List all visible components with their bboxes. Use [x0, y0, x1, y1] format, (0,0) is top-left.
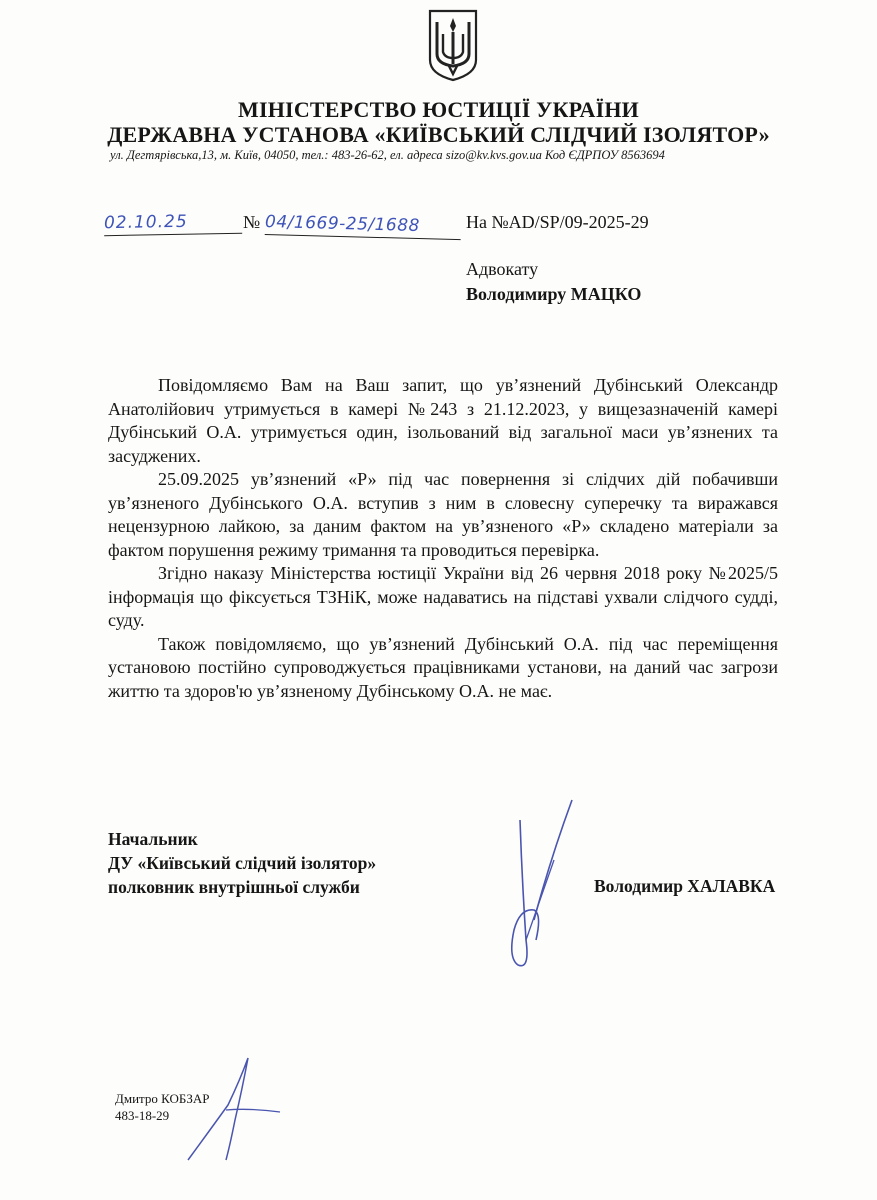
- executor-info: [115, 1090, 209, 1124]
- addressee-name: Володимиру МАЦКО: [466, 284, 642, 304]
- registration-number-label: №: [243, 212, 261, 232]
- body-paragraph: Повідомляємо Вам на Ваш запит, що ув’язнений Дубінський Олександр Анатолійович утримується в камері №243 з 21.12.2023, у вищезазначеній камері Дубінський О.А. утримується один, ізольований від загальної маси ув’язнених та засуджених.: [108, 375, 778, 466]
- executor-phone: 483-18-29: [115, 1108, 170, 1123]
- body-paragraph: Згідно наказу Міністерства юстиції України від 26 червня 2018 року №2025/5 інформація що фіксується ТЗНіК, може надаватись на підставі ухвали слідчого судді, суду.: [108, 563, 778, 630]
- institution-address: ул. Дегтярівська,13, м. Київ, 04050, тел.: 483-26-62, ел. адреса sizo@kv.kvs.gov.ua Код ЄДРПОУ 8563694: [110, 148, 665, 162]
- body-paragraph: Також повідомляємо, що ув’язнений Дубінський О.А. під час переміщення установою постійно супроводжується працівниками установи, на даний час загрози життю та здоров'ю ув’язненому Дубінському О.А. не має.: [108, 633, 778, 701]
- letter-body: [108, 374, 778, 703]
- registration-date: 02.10.25: [104, 211, 242, 236]
- ministry-title: МІНІСТЕРСТВО ЮСТИЦІЇ УКРАЇНИ: [238, 97, 639, 122]
- executor-name: Дмитро КОБЗАР: [115, 1091, 210, 1106]
- signatory-title: Начальник: [108, 829, 198, 849]
- signatory-position: [108, 827, 376, 899]
- body-paragraph: 25.09.2025 ув’язнений «Р» під час повернення зі слідчих дій побачивши ув’язненого Дубінського О.А. вступив з ним в словесну суперечку та виражався нецензурною лайкою, за даним фактом на ув’язненого «Р» складено матеріали за фактом порушення режиму тримання та проводиться перевірка.: [108, 469, 778, 560]
- addressee-role: Адвокату: [466, 259, 539, 279]
- signatory-rank: полковник внутрішньої служби: [108, 877, 360, 897]
- signatory-institution: ДУ «Київський слідчий ізолятор»: [108, 853, 377, 873]
- trident-emblem-icon: [427, 8, 479, 82]
- reference-number: На №AD/SP/09-2025-29: [466, 212, 649, 232]
- signatory-name: Володимир ХАЛАВКА: [594, 876, 776, 896]
- handwritten-signature: [490, 790, 590, 980]
- institution-title: ДЕРЖАВНА УСТАНОВА «КИЇВСЬКИЙ СЛІДЧИЙ ІЗОЛЯТОР»: [107, 122, 770, 147]
- registration-number: 04/1669-25/1688: [265, 212, 462, 240]
